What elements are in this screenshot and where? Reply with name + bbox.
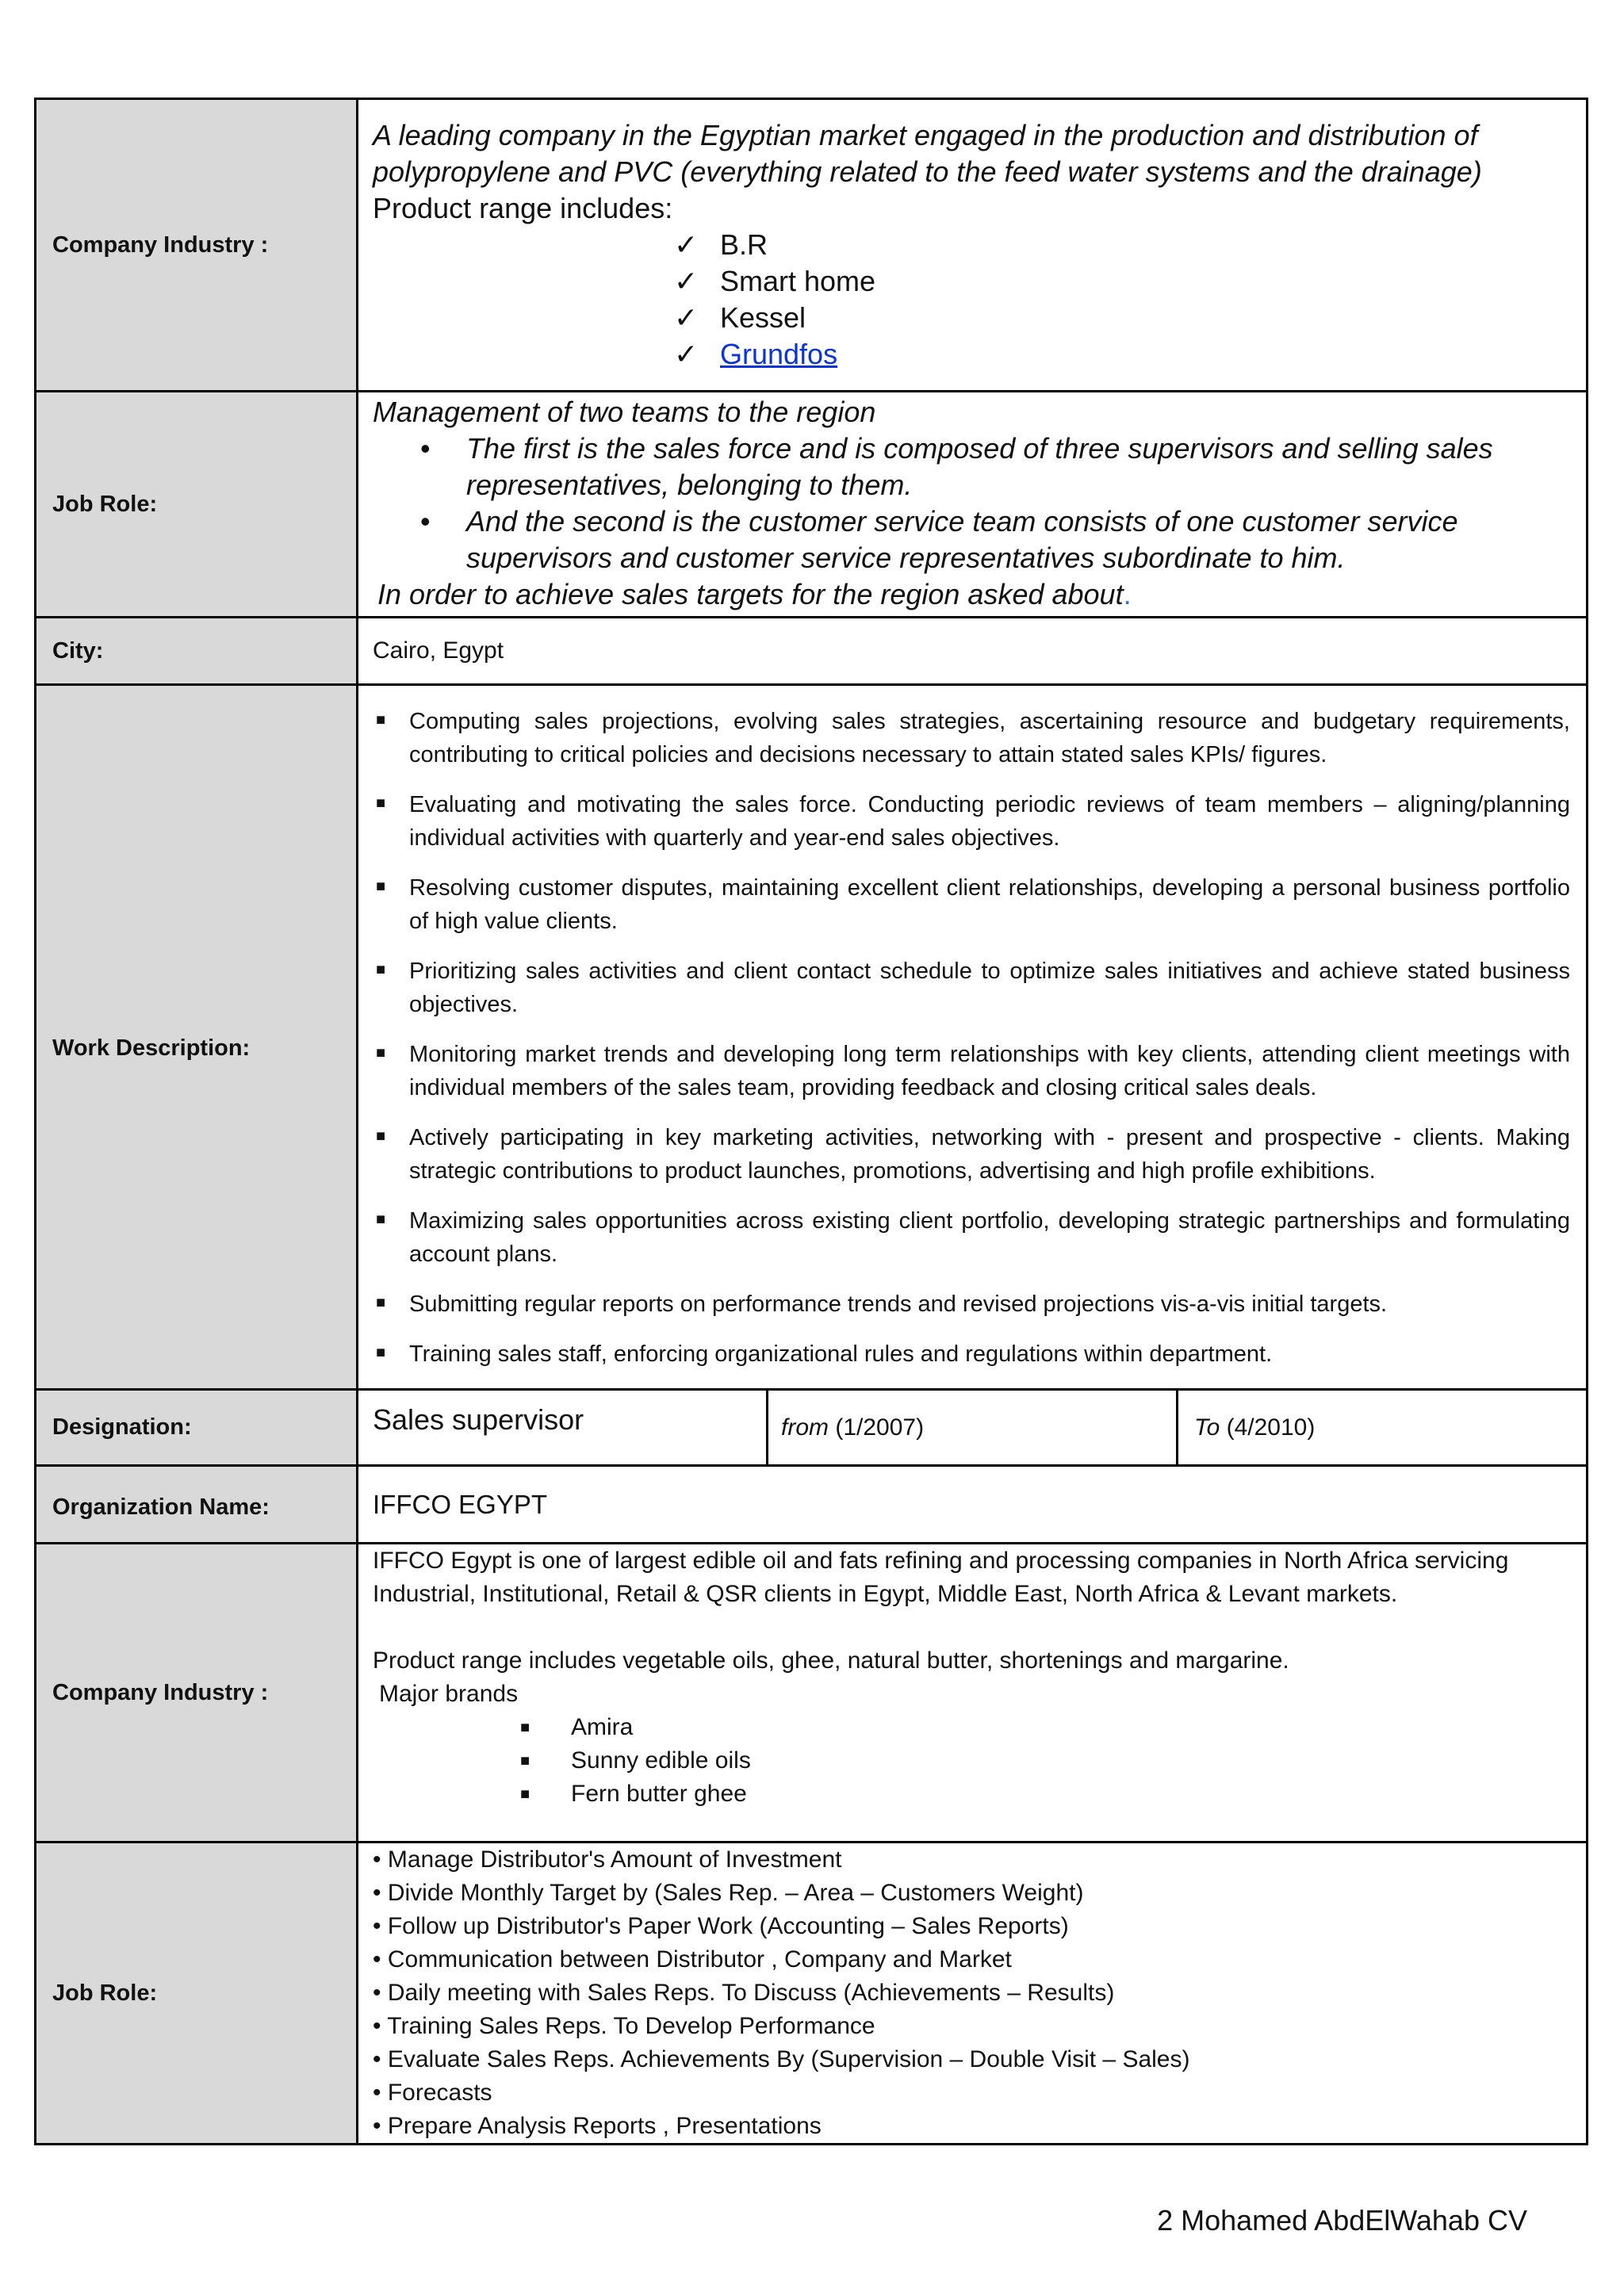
company-industry-label: Company Industry : xyxy=(36,99,358,392)
job-role-bullet xyxy=(417,430,1572,503)
designation-to xyxy=(1178,1390,1588,1466)
work-item-text: Submitting regular reports on performance trends and revised projections vis-a-vis initial targets. xyxy=(409,1292,1388,1317)
work-item-text: Evaluating and motivating the sales force. Conducting periodic reviews of team members – aligning/planning individual activities with quarterly and year-end sales objectives. xyxy=(409,792,1570,851)
to-label: To xyxy=(1194,1414,1220,1441)
iffco-line-1: IFFCO Egypt is one of largest edible oil and fats refining and processing companies in North Africa servicing xyxy=(373,1548,1509,1574)
product-item xyxy=(674,336,1572,373)
product-range-intro: Product range includes: xyxy=(373,192,673,224)
city-label: City: xyxy=(36,618,358,685)
company-industry-content xyxy=(358,99,1588,392)
row-company-industry-1 xyxy=(36,99,1588,392)
square-bullet-icon: ■ xyxy=(376,1344,386,1361)
work-description-content xyxy=(358,685,1588,1390)
work-item xyxy=(373,1121,1570,1188)
square-bullet-icon: ■ xyxy=(520,1752,530,1770)
grundfos-link[interactable]: Grundfos xyxy=(720,338,838,370)
to-value: (4/2010) xyxy=(1226,1414,1316,1441)
job-role-intro: Management of two teams to the region xyxy=(373,396,876,428)
brand-label: Sunny edible oils xyxy=(571,1747,751,1774)
job-role-item: • Communication between Distributor , Company and Market xyxy=(373,1946,1012,1973)
work-item xyxy=(373,955,1570,1021)
square-bullet-icon: ■ xyxy=(520,1785,530,1803)
work-item xyxy=(373,705,1570,771)
work-description-list xyxy=(373,705,1570,1371)
product-label: Smart home xyxy=(720,265,876,297)
row-company-industry-2 xyxy=(36,1544,1588,1843)
job-role-item: • Follow up Distributor's Paper Work (Accounting – Sales Reports) xyxy=(373,1913,1069,1939)
company-industry-content xyxy=(358,1544,1588,1843)
checkmark-icon: ✓ xyxy=(674,228,699,261)
job-role-label: Job Role: xyxy=(36,392,358,618)
job-role-item: • Forecasts xyxy=(373,2080,492,2106)
product-label: B.R xyxy=(720,228,768,261)
iffco-line-2: Industrial, Institutional, Retail & QSR clients in Egypt, Middle East, North Africa & Levant markets. xyxy=(373,1581,1398,1607)
job-role-item: • Manage Distributor's Amount of Investment xyxy=(373,1846,842,1873)
brands-intro: Major brands xyxy=(379,1681,519,1707)
work-item-text: Computing sales projections, evolving sales strategies, ascertaining resource and budgetary requirements, contributing to critical policies and decisions necessary to attain stated sales KPIs/ figures. xyxy=(409,709,1570,767)
checkmark-icon: ✓ xyxy=(674,301,699,334)
from-label: from xyxy=(781,1414,829,1441)
closing-text: In order to achieve sales targets for the region asked about xyxy=(377,578,1124,610)
designation-value: Sales supervisor xyxy=(358,1390,768,1466)
square-bullet-icon: ■ xyxy=(376,961,386,978)
work-item xyxy=(373,1038,1570,1104)
row-city xyxy=(36,618,1588,685)
job-role-item: • Prepare Analysis Reports , Presentations xyxy=(373,2113,822,2139)
product-item xyxy=(674,263,1572,300)
designation-label: Designation: xyxy=(36,1390,358,1466)
work-item xyxy=(373,1288,1570,1321)
from-value: (1/2007) xyxy=(835,1414,925,1441)
checkmark-icon: ✓ xyxy=(674,265,699,297)
row-work-description xyxy=(36,685,1588,1390)
square-bullet-icon: ■ xyxy=(376,1044,386,1062)
square-bullet-icon: ■ xyxy=(376,1294,386,1311)
organization-label: Organization Name: xyxy=(36,1466,358,1544)
job-role-content xyxy=(358,392,1588,618)
product-label: Kessel xyxy=(720,301,806,334)
job-role-label: Job Role: xyxy=(36,1843,358,2145)
work-item-text: Training sales staff, enforcing organizational rules and regulations within department. xyxy=(409,1341,1273,1367)
square-bullet-icon: ■ xyxy=(376,711,386,729)
job-role-item: • Evaluate Sales Reps. Achievements By (Supervision – Double Visit – Sales) xyxy=(373,2046,1190,2072)
work-item-text: Actively participating in key marketing activities, networking with - present and prospective - clients. Making strategic contributions to product launches, promotions, advertising and high profile exhibitions. xyxy=(409,1125,1570,1184)
designation-from xyxy=(768,1390,1178,1466)
checkmark-icon: ✓ xyxy=(674,338,699,370)
job-role-item: • Daily meeting with Sales Reps. To Discuss (Achievements – Results) xyxy=(373,1980,1115,2006)
page-footer: 2 Mohamed AbdElWahab CV xyxy=(1157,2204,1527,2237)
work-item-text: Maximizing sales opportunities across existing client portfolio, developing strategic partnerships and formulating account plans. xyxy=(409,1208,1570,1267)
job-role-content xyxy=(358,1843,1588,2145)
work-item xyxy=(373,788,1570,855)
work-item-text: Monitoring market trends and developing long term relationships with key clients, attending client meetings with individual members of the sales team, providing feedback and closing critical sales deals. xyxy=(409,1042,1570,1100)
job-role-bullets xyxy=(373,430,1572,576)
product-item xyxy=(674,300,1572,336)
row-designation xyxy=(36,1390,1588,1466)
bullet-icon: • xyxy=(420,505,431,538)
job-role-item: • Divide Monthly Target by (Sales Rep. – Area – Customers Weight) xyxy=(373,1880,1084,1906)
city-value: Cairo, Egypt xyxy=(358,618,1588,685)
row-organization xyxy=(36,1466,1588,1544)
cv-table xyxy=(34,98,1588,2145)
job-role-bullet xyxy=(417,503,1572,576)
brands-list xyxy=(373,1711,1572,1811)
job-role-closing xyxy=(373,576,1572,613)
brand-label: Amira xyxy=(571,1714,634,1740)
work-description-label: Work Description: xyxy=(36,685,358,1390)
bullet-text: And the second is the customer service team consists of one customer service supervisors and customer service representatives subordinate to him. xyxy=(466,505,1458,574)
row-job-role-2 xyxy=(36,1843,1588,2145)
bullet-text: The first is the sales force and is composed of three supervisors and selling sales representatives, belonging to them. xyxy=(466,432,1493,501)
industry-line-1: A leading company in the Egyptian market engaged in the production and distribution of xyxy=(373,119,1478,151)
work-item-text: Resolving customer disputes, maintaining excellent client relationships, developing a personal business portfolio of high value clients. xyxy=(409,875,1570,934)
job-role-item: • Training Sales Reps. To Develop Performance xyxy=(373,2013,875,2039)
organization-value: IFFCO EGYPT xyxy=(358,1466,1588,1544)
bullet-icon: • xyxy=(420,432,431,465)
work-item xyxy=(373,871,1570,938)
work-item xyxy=(373,1204,1570,1271)
work-item xyxy=(373,1337,1570,1371)
work-item-text: Prioritizing sales activities and client contact schedule to optimize sales initiatives and achieve stated business objectives. xyxy=(409,959,1570,1017)
industry-line-2: polypropylene and PVC (everything related to the feed water systems and the drainage) xyxy=(373,155,1482,188)
row-job-role-1 xyxy=(36,392,1588,618)
square-bullet-icon: ■ xyxy=(376,794,386,812)
brand-item xyxy=(520,1744,1572,1777)
product-item xyxy=(674,227,1572,263)
square-bullet-icon: ■ xyxy=(376,1127,386,1145)
iffco-line-3: Product range includes vegetable oils, ghee, natural butter, shortenings and margarine. xyxy=(373,1647,1289,1674)
brand-item xyxy=(520,1711,1572,1744)
product-checklist xyxy=(373,227,1572,373)
closing-dot: . xyxy=(1123,578,1132,610)
square-bullet-icon: ■ xyxy=(376,878,386,895)
square-bullet-icon: ■ xyxy=(376,1211,386,1228)
brand-item xyxy=(520,1777,1572,1811)
square-bullet-icon: ■ xyxy=(520,1719,530,1736)
brand-label: Fern butter ghee xyxy=(571,1781,747,1807)
company-industry-label: Company Industry : xyxy=(36,1544,358,1843)
